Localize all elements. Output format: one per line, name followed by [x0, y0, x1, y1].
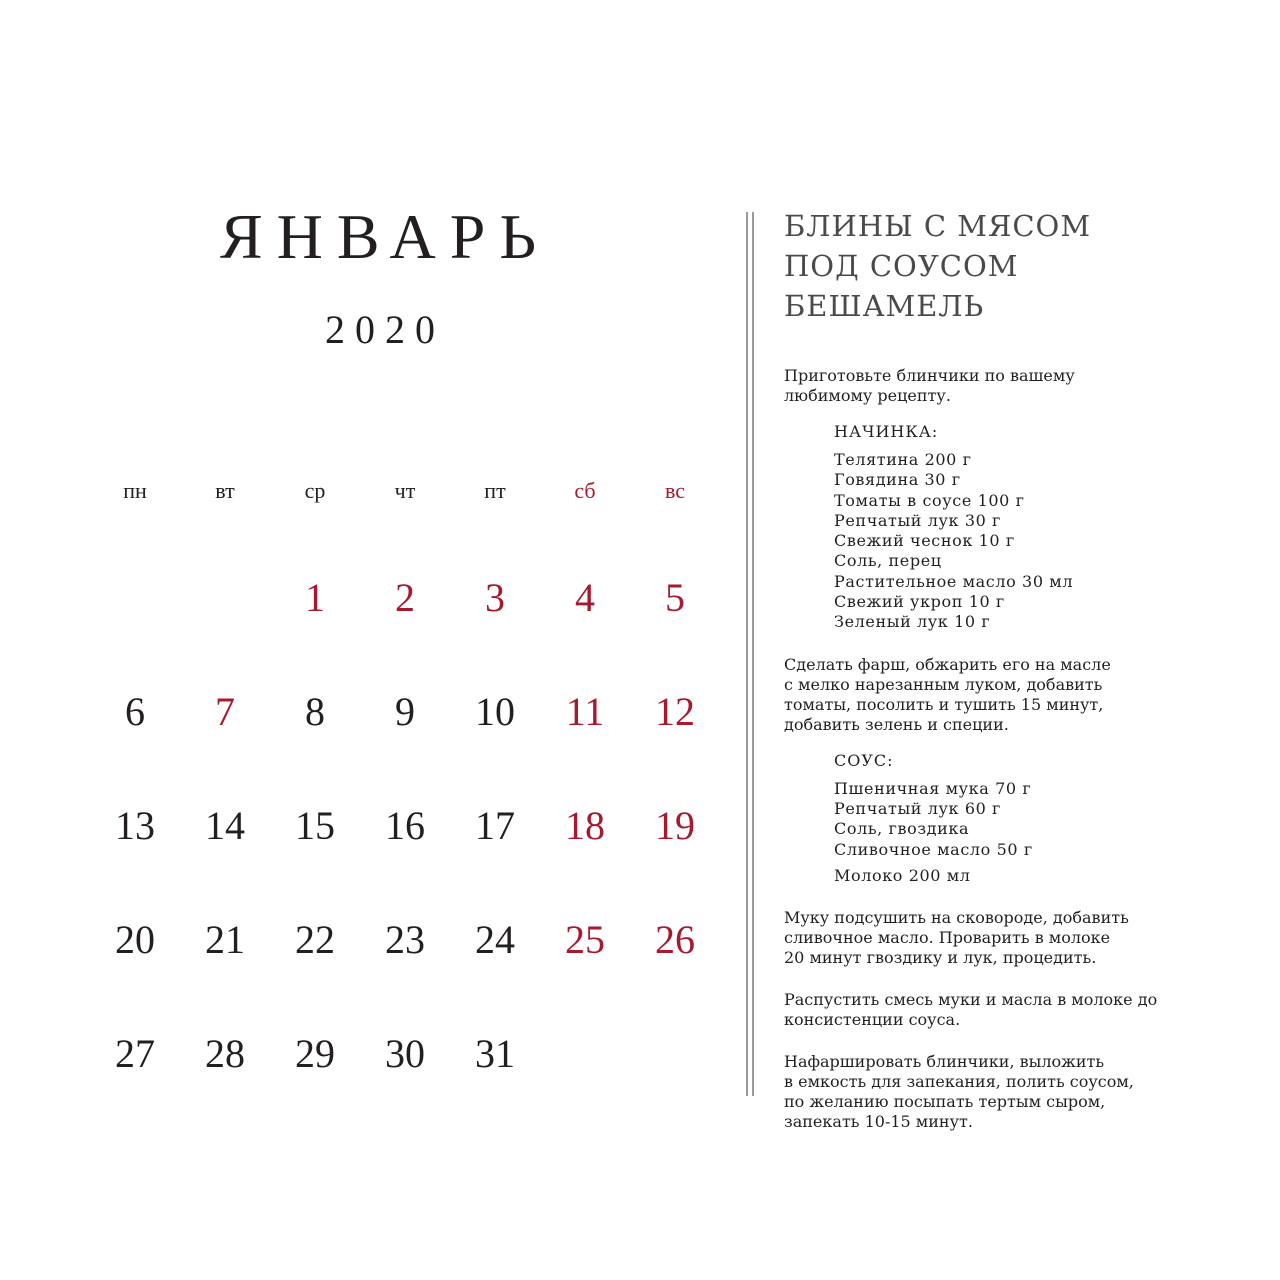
calendar-day: 23	[385, 917, 425, 962]
recipe-panel	[784, 206, 1254, 1154]
calendar-day: 16	[385, 803, 425, 848]
calendar-day: 31	[475, 1031, 515, 1076]
ingredient-item: Растительное масло 30 мл	[834, 571, 1074, 591]
text-line: добавить зелень и специи.	[784, 714, 1009, 734]
weekday-label: пн	[123, 478, 147, 503]
calendar-day: 28	[205, 1031, 245, 1076]
final-steps	[784, 1052, 1254, 1132]
sauce-steps	[784, 990, 1254, 1030]
divider-line	[746, 212, 748, 1096]
sauce-steps	[784, 908, 1254, 968]
calendar-day: 6	[125, 689, 145, 734]
text-line: Сделать фарш, обжарить его на масле	[784, 654, 1111, 674]
calendar-day: 11	[565, 689, 605, 734]
filling-list	[834, 422, 1254, 633]
filling-steps	[784, 655, 1254, 735]
text-line: запекать 10-15 минут.	[784, 1112, 973, 1132]
calendar-day: 9	[395, 689, 415, 734]
weekday-label: чт	[394, 478, 416, 503]
text-line: Приготовьте блинчики по вашему	[784, 366, 1075, 385]
divider-line	[752, 212, 754, 1096]
ingredient-item: Свежий чеснок 10 г	[834, 531, 1015, 551]
text-line: в емкость для запекания, полить соусом,	[784, 1072, 1134, 1092]
sauce-list	[834, 751, 1254, 886]
calendar-day: 8	[305, 689, 325, 734]
calendar-day: 19	[655, 803, 695, 848]
ingredient-item: Пшеничная мука 70 г	[834, 778, 1032, 798]
recipe-title-line: БЛИНЫ С МЯСОМ	[784, 209, 1092, 243]
text-line: с мелко нарезанным луком, добавить	[784, 674, 1103, 694]
calendar-day: 15	[295, 803, 335, 848]
text-line: томаты, посолить и тушить 15 минут,	[784, 694, 1104, 714]
calendar-day: 17	[475, 803, 515, 848]
ingredient-item: Репчатый лук 60 г	[834, 798, 1002, 818]
weekday-header	[90, 478, 720, 508]
recipe-intro	[784, 366, 1254, 406]
ingredient-item: Сливочное масло 50 г	[834, 839, 1033, 859]
calendar-day: 25	[565, 917, 605, 962]
text-line: по желанию посыпать тертым сыром,	[784, 1092, 1106, 1112]
recipe-title	[784, 206, 1254, 326]
calendar-grid	[90, 568, 720, 1108]
ingredient-item: Телятина 200 г	[834, 450, 972, 469]
recipe-title-line: ПОД СОУСОМ	[784, 249, 1019, 283]
weekday-label: ср	[304, 478, 326, 503]
calendar-day: 10	[475, 689, 515, 734]
sauce-header: СОУС:	[834, 750, 894, 770]
weekday-label: пт	[484, 478, 506, 503]
calendar-day: 24	[475, 917, 515, 962]
ingredient-item: Говядина 30 г	[834, 470, 961, 490]
recipe-title-line: БЕШАМЕЛЬ	[784, 289, 985, 323]
calendar-day: 30	[385, 1031, 425, 1076]
calendar-day: 7	[215, 689, 235, 734]
text-line: Муку подсушить на сковороде, добавить	[784, 908, 1129, 928]
year-title: 2020	[325, 307, 445, 352]
weekday-label: вт	[215, 478, 235, 503]
calendar-day: 26	[655, 917, 695, 962]
ingredient-item: Соль, перец	[834, 551, 942, 571]
calendar-day: 3	[485, 575, 505, 620]
text-line: сливочное масло. Проварить в молоке	[784, 928, 1111, 948]
weekday-label: сб	[574, 478, 596, 503]
text-line: Нафаршировать блинчики, выложить	[784, 1052, 1105, 1072]
ingredient-item: Зеленый лук 10 г	[834, 612, 991, 632]
ingredient-item: Свежий укроп 10 г	[834, 592, 1005, 612]
ingredient-item: Соль, гвоздика	[834, 819, 970, 839]
calendar-day: 5	[665, 575, 685, 620]
ingredient-item: Репчатый лук 30 г	[834, 510, 1002, 530]
calendar-day: 13	[115, 803, 155, 848]
calendar-day: 22	[295, 917, 335, 962]
calendar-day: 18	[565, 803, 605, 848]
calendar-day: 20	[115, 917, 155, 962]
calendar-day: 12	[655, 689, 695, 734]
text-line: Распустить смесь муки и масла в молоке до	[784, 990, 1158, 1010]
ingredient-item: Молоко 200 мл	[834, 865, 971, 885]
weekday-label: вс	[664, 478, 686, 503]
calendar-day: 14	[205, 803, 245, 848]
calendar-day: 1	[305, 575, 325, 620]
calendar-day: 2	[395, 575, 415, 620]
calendar-day: 21	[205, 917, 245, 962]
text-line: консистенции соуса.	[784, 1010, 961, 1030]
text-line: 20 минут гвоздику и лук, процедить.	[784, 948, 1097, 968]
month-title: ЯНВАРЬ	[219, 201, 551, 272]
calendar-day: 4	[575, 575, 595, 620]
text-line: любимому рецепту.	[784, 386, 951, 405]
ingredient-item: Томаты в соусе 100 г	[834, 490, 1025, 510]
calendar-day: 29	[295, 1031, 335, 1076]
calendar-day: 27	[115, 1031, 155, 1076]
filling-header: НАЧИНКА:	[834, 422, 939, 441]
